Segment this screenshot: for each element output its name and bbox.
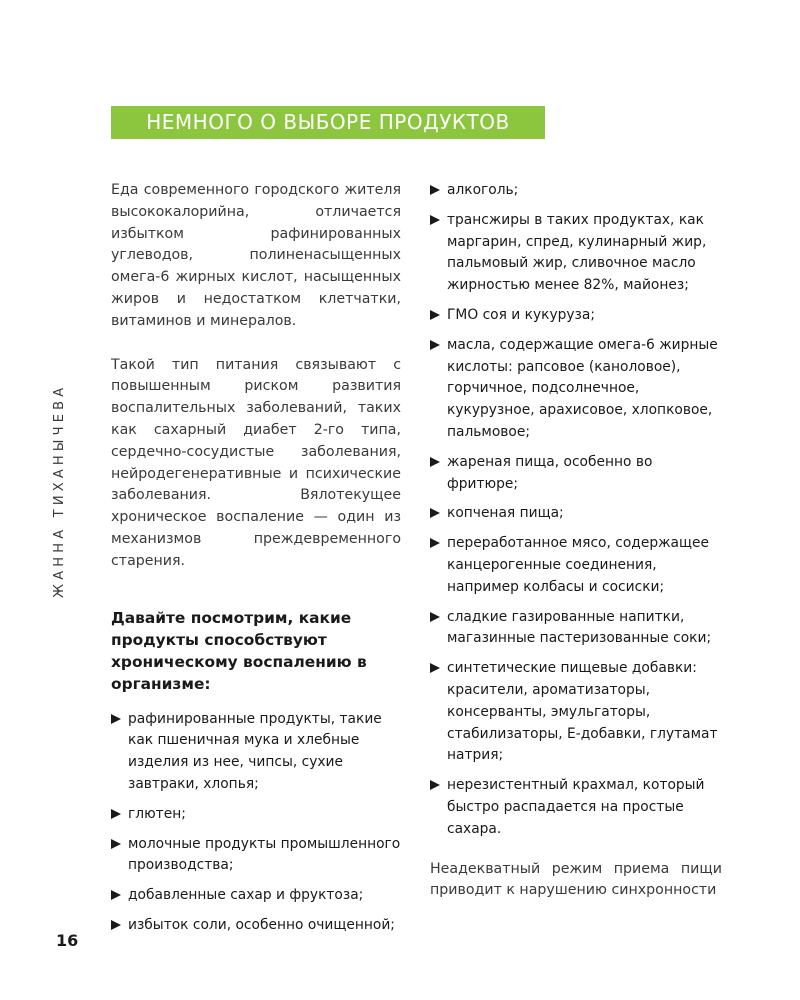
bullet-triangle-icon — [430, 340, 440, 350]
list-item-text: сладкие газированные напитки, магазинные пастеризованные соки; — [447, 608, 712, 647]
bullet-triangle-icon — [430, 215, 440, 225]
list-item-text: алкоголь; — [447, 182, 519, 198]
section-heading: НЕМНОГО О ВЫБОРЕ ПРОДУКТОВ — [111, 106, 545, 139]
list-item-text: нерезистентный крахмал, который быстро распадается на простые сахара. — [447, 777, 705, 837]
bullet-triangle-icon — [430, 780, 440, 790]
bullet-triangle-icon — [430, 508, 440, 518]
bullet-triangle-icon — [430, 612, 440, 622]
intro-paragraph-1: Еда современного городского жителя высококалорийна, отличается избытком рафинированных углеводов, полиненасыщенных омега-6 жирных кислот, насыщенных жиров и недостатком клетчатки, витаминов и минералов. — [111, 182, 401, 329]
bullet-triangle-icon — [430, 185, 440, 195]
author-name: ЖАННА ТИХАНЫЧЕВА — [52, 383, 67, 598]
list-item-text: синтетические пищевые добавки: красители, ароматизаторы, консерванты, эмульгаторы, стабилизаторы, Е-добавки, глутамат натрия; — [447, 660, 718, 764]
list-item-text: масла, содержащие омега-6 жирные кислоты: рапсовое (каноловое), горчичное, подсолнечное, кукурузное, арахисовое, хлопковое, пальмовое; — [447, 336, 718, 440]
bullet-triangle-icon — [430, 310, 440, 320]
bullet-triangle-icon — [111, 714, 121, 724]
list-item — [430, 607, 722, 651]
list-item-text: добавленные сахар и фруктоза; — [128, 887, 364, 904]
bullet-triangle-icon — [430, 457, 440, 467]
list-item-text: глютен; — [128, 805, 186, 822]
list-item — [430, 452, 722, 496]
list-item — [111, 804, 401, 826]
list-item — [111, 834, 401, 878]
list-item-text: трансжиры в таких продуктах, как маргарин, спред, кулинарный жир, пальмовый жир, сливочное масло жирностью менее 82%, майонез; — [447, 211, 707, 294]
bullet-triangle-icon — [111, 890, 121, 900]
list-item-text: копченая пища; — [447, 505, 564, 522]
list-item — [430, 335, 722, 444]
list-item-text: избыток соли, особенно очищенной; — [128, 916, 395, 933]
list-item — [430, 658, 722, 767]
bullet-triangle-icon — [430, 663, 440, 673]
list-item — [430, 775, 722, 840]
list-item — [111, 885, 401, 907]
page-number: 16 — [56, 931, 79, 950]
list-heading: Давайте посмотрим, какие продукты способствуют хроническому воспалению в организме: — [111, 608, 367, 693]
intro-paragraph-2: Такой тип питания связывают с повышенным риском развития воспалительных заболеваний, таких как сахарный диабет 2-го типа, сердечно-сосудистые заболевания, нейродегенеративные и психические заболевания. Вялотекущее хроническое воспаление — один из механизмов преждевременного старения. — [111, 356, 401, 569]
list-item-text: ГМО соя и кукуруза; — [447, 306, 595, 323]
list-item — [430, 305, 722, 327]
bullet-triangle-icon — [111, 809, 121, 819]
right-column — [430, 180, 722, 916]
list-item — [111, 709, 401, 796]
bullet-triangle-icon — [111, 920, 121, 930]
list-item — [430, 210, 722, 297]
list-item — [111, 915, 401, 937]
list-item — [430, 503, 722, 525]
inflammatory-foods-list-right — [430, 180, 722, 841]
list-item-text: рафинированные продукты, такие как пшеничная мука и хлебные изделия из нее, чипсы, сухие завтраки, хлопья; — [128, 710, 382, 792]
inflammatory-foods-list-left — [111, 709, 401, 937]
bullet-triangle-icon — [430, 538, 440, 548]
left-column — [111, 180, 401, 945]
list-item-text: переработанное мясо, содержащее канцерогенные соединения, например колбасы и сосиски; — [447, 535, 709, 595]
closing-paragraph: Неадекватный режим приема пищи приводит к нарушению синхронности — [430, 860, 722, 899]
list-item — [430, 180, 722, 202]
list-item-text: жареная пища, особенно во фритюре; — [447, 453, 653, 492]
list-item — [430, 533, 722, 598]
bullet-triangle-icon — [111, 839, 121, 849]
list-item-text: молочные продукты промышленного производства; — [128, 835, 401, 874]
